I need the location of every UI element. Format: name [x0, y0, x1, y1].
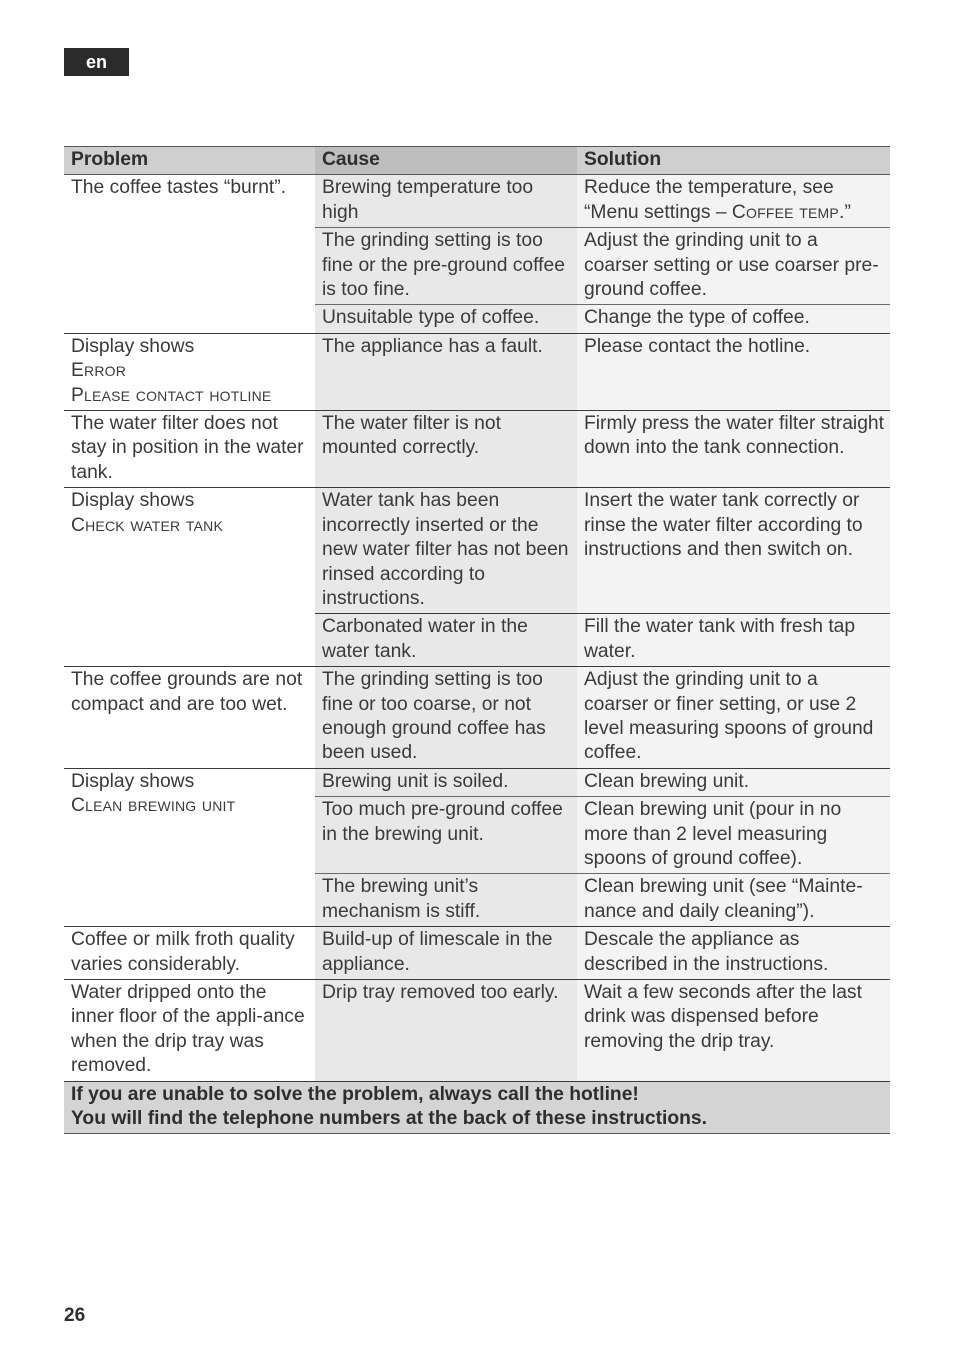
cause-cell: The grinding setting is too fine or too coarse, or not enough ground coffee has been used. — [315, 667, 577, 769]
header-cause: Cause — [315, 147, 577, 175]
cause-cell: Unsuitable type of coffee. — [315, 305, 577, 333]
hotline-note-line-1: If you are unable to solve the problem, always call the hotline! — [71, 1083, 639, 1105]
table-row — [64, 667, 890, 769]
solution-cell: Firmly press the water filter straight down into the tank connection. — [577, 411, 890, 488]
solution-cell: Change the type of coffee. — [577, 305, 890, 333]
cause-cell: The water filter is not mounted correctly. — [315, 411, 577, 488]
display-message: Check water tank — [71, 514, 224, 536]
solution-cell: Clean brewing unit. — [577, 768, 890, 796]
solution-cell: Wait a few seconds after the last drink was dispensed before removing the drip tray. — [577, 980, 890, 1082]
problem-cell: The coffee grounds are not compact and are too wet. — [64, 667, 315, 769]
table-row — [64, 768, 890, 796]
problem-cell — [64, 768, 315, 926]
table-row — [64, 175, 890, 228]
solution-cell: Adjust the grinding unit to a coarser setting or use coarser pre-ground coffee. — [577, 228, 890, 305]
hotline-note — [64, 1081, 890, 1134]
solution-cell: Clean brewing unit (pour in no more than 2 level measuring spoons of ground coffee). — [577, 797, 890, 874]
cause-cell: Too much pre-ground coffee in the brewing unit. — [315, 797, 577, 874]
solution-cell: Fill the water tank with fresh tap water. — [577, 614, 890, 667]
cause-cell: Carbonated water in the water tank. — [315, 614, 577, 667]
cause-cell: The appliance has a fault. — [315, 333, 577, 410]
problem-cell: The coffee tastes “burnt”. — [64, 175, 315, 333]
problem-text: Display shows — [71, 335, 195, 357]
table-footer-row — [64, 1081, 890, 1134]
problem-text: Display shows — [71, 770, 195, 792]
solution-cell: Clean brewing unit (see “Mainte-nance and daily cleaning”). — [577, 874, 890, 927]
table-row — [64, 411, 890, 488]
header-problem: Problem — [64, 147, 315, 175]
solution-cell — [577, 175, 890, 228]
solution-cell: Descale the appliance as described in the instructions. — [577, 927, 890, 980]
table-header-row — [64, 147, 890, 175]
cause-cell: Water tank has been incorrectly inserted or the new water filter has not been rinsed according to instructions. — [315, 488, 577, 614]
problem-cell — [64, 333, 315, 410]
menu-setting-name: Coffee temp. — [731, 201, 845, 223]
table-row — [64, 488, 890, 614]
problem-text: Display shows — [71, 490, 195, 512]
cause-cell: The grinding setting is too fine or the pre-ground coffee is too fine. — [315, 228, 577, 305]
solution-cell: Please contact the hotline. — [577, 333, 890, 410]
hotline-note-line-2: You will find the telephone numbers at the back of these instructions. — [71, 1108, 707, 1130]
cause-cell: The brewing unit’s mechanism is stiff. — [315, 874, 577, 927]
cause-cell: Brewing temperature too high — [315, 175, 577, 228]
cause-cell: Build-up of limescale in the appliance. — [315, 927, 577, 980]
problem-cell: Water dripped onto the inner floor of the appli-ance when the drip tray was removed. — [64, 980, 315, 1082]
problem-cell: The water filter does not stay in position in the water tank. — [64, 411, 315, 488]
table-row — [64, 980, 890, 1082]
cause-cell: Drip tray removed too early. — [315, 980, 577, 1082]
display-message: Clean brewing unit — [71, 795, 236, 817]
cause-cell: Brewing unit is soiled. — [315, 768, 577, 796]
page-number: 26 — [64, 1305, 86, 1326]
troubleshooting-table — [64, 146, 890, 1134]
table-row — [64, 927, 890, 980]
solution-cell: Adjust the grinding unit to a coarser or finer setting, or use 2 level measuring spoons of ground coffee. — [577, 667, 890, 769]
problem-cell: Coffee or milk froth quality varies considerably. — [64, 927, 315, 980]
problem-cell — [64, 488, 315, 667]
display-message: Please contact hotline — [71, 384, 272, 406]
table-row — [64, 333, 890, 410]
language-tab: en — [64, 48, 129, 76]
solution-text-end: ” — [844, 201, 851, 223]
solution-text: Reduce the temperature, see “Menu settings – — [584, 177, 834, 223]
display-message: Error — [71, 360, 127, 382]
header-solution: Solution — [577, 147, 890, 175]
solution-cell: Insert the water tank correctly or rinse the water filter according to instructions and then switch on. — [577, 488, 890, 614]
